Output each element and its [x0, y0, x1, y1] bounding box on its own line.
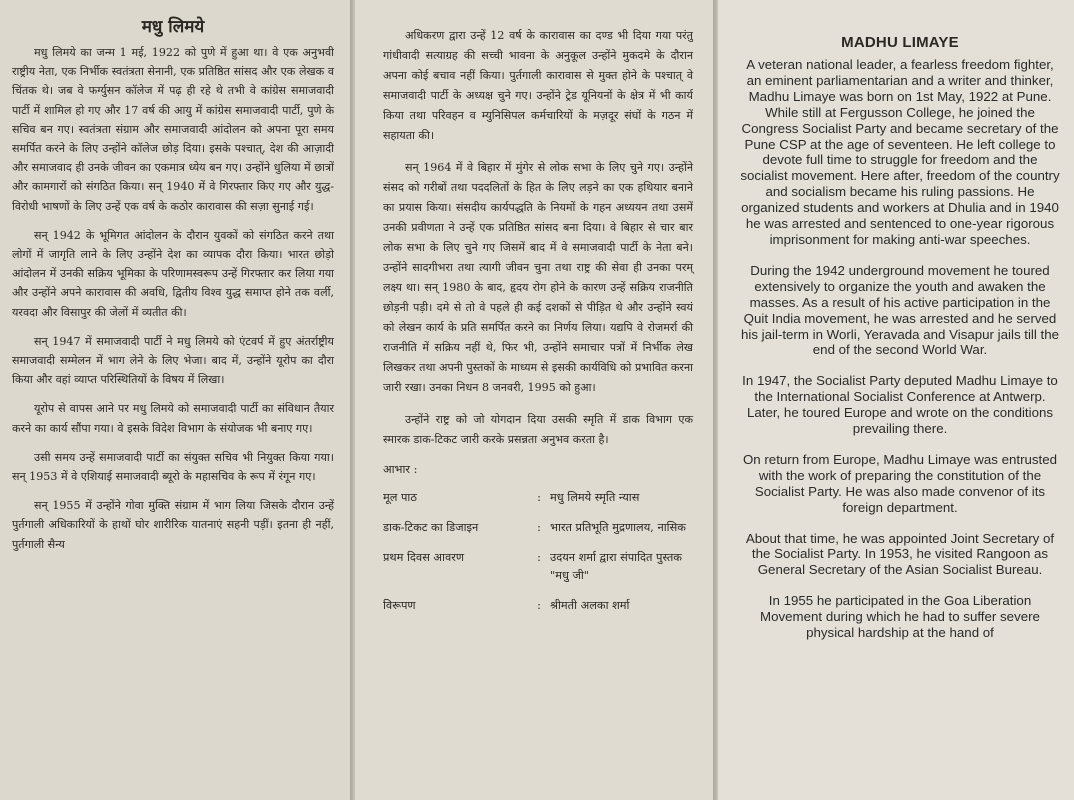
middle-panel	[355, 0, 713, 800]
english-panel	[718, 0, 1074, 800]
credit-row	[383, 597, 693, 615]
hindi-paragraph: उसी समय उन्हें समाजवादी पार्टी का संयुक्त सचिव भी नियुक्त किया गया। सन् 1953 में वे एशियाई समाजवादी ब्यूरो के महासचिव के रूप में रंगून गए।	[12, 450, 334, 484]
credit-row	[383, 519, 693, 537]
credit-row	[383, 489, 693, 507]
hindi-paragraph: मधु लिमये का जन्म 1 मई, 1922 को पुणे में हुआ था। वे एक अनुभवी राष्ट्रीय नेता, एक निर्भीक स्वतंत्रता सेनानी, एक प्रतिष्ठित सांसद और एक लेखक व चिंतक थे। जब वे फर्ग्युसन कॉलेज में पढ़ ही रहे थे तभी वे कांग्रेस समाजवादी पार्टी में शामिल हो गए और 17 वर्ष की आयु में कांग्रेस समाजवादी पार्टी, पुणे के सचिव बन गए। स्वतंत्रता संग्राम और समाजवादी आंदोलन को अपना पूरा समय समर्पित करने के लिए उन्होंने कॉलेज छोड़ दिया। इसके पश्चात्, देश की आज़ादी और समाजवाद ही उनके जीवन का एकमात्र ध्येय बन गए। उन्होंने धुलिया में छात्रों और कामगारों को संगठित किया। सन् 1940 में वे गिरफ्तार किए गए और युद्ध-विरोधी भाषणों के लिए उन्हें एक वर्ष के कठोर कारावास की सज़ा सुनाई गई।	[12, 46, 334, 213]
middle-paragraph: सन् 1964 में वे बिहार में मुंगेर से लोक सभा के लिए चुने गए। उन्होंने संसद को गरीबों तथा पददलितों के हित के लिए लड़ने का एक हथियार बनाने का प्रयास किया। संसदीय कार्यपद्धति के नियमों के गहन अध्ययन तथा उसमें उनकी प्रवीणता ने उन्हें एक प्रतिष्ठित सांसद बना दिया। वे बिहार से चार बार लोक सभा के लिए चुने गए जिसमें बाद में वे समाजवादी पार्टी के नेता बने। उन्होंने सादगीभरा तथा त्यागी जीवन चुना तथा राष्ट्र की सेवा ही उनका परम् लक्ष्य था। सन् 1980 के बाद, हृदय रोग होने के कारण उन्हें सक्रिय राजनीति छोड़नी पड़ी। दमे से तो वे पहले ही कई दशकों से पीड़ित थे और उन्होंने स्वयं को लेखन कार्य के प्रति समर्पित करने का निर्णय लिया। यद्यपि वे रोजमर्रा की राजनीति में सक्रिय नहीं थे, फिर भी, उन्होंने समाचार पत्रों में निर्भीक लेख लिखकर तथा अपनी पुस्तकों के माध्यम से इसकी कार्यविधि को प्रभावित करना जारी रखा। उनका निधन 8 जनवरी, 1995 को हुआ।	[383, 161, 693, 394]
credit-label: मूल पाठ	[383, 491, 417, 504]
credit-value: भारत प्रतिभूति मुद्रणालय, नासिक	[550, 521, 686, 534]
english-paragraph: During the 1942 underground movement he toured extensively to organize the youth and awaken the masses. As a result of his active participation in the Quit India movement, he was arrested and he served his jail-term in Worli, Yeravada and Visapur jails till the end of the second World War.	[740, 262, 1060, 358]
hindi-paragraph: सन् 1947 में समाजवादी पार्टी ने मधु लिमये को एंटवर्प में हुए अंतर्राष्ट्रीय समाजवादी सम्मेलन में भाग लेने के लिए भेजा। बाद में, उन्होंने यूरोप का दौरा किया और वहां व्याप्त परिस्थितियों के विषय में लिखा।	[12, 334, 334, 387]
english-title: MADHU LIMAYE	[841, 34, 959, 51]
hindi-paragraph: यूरोप से वापस आने पर मधु लिमये को समाजवादी पार्टी का संविधान तैयार करने का कार्य सौंपा गया। वे इसके विदेश विभाग के संयोजक भी बनाए गए।	[12, 402, 334, 435]
credit-colon: :	[537, 491, 541, 504]
middle-paragraph: उन्होंने राष्ट्र को जो योगदान दिया उसकी स्मृति में डाक विभाग एक स्मारक डाक-टिकट जारी करके प्रसन्नता अनुभव करता है।	[383, 413, 693, 446]
credit-label: विरूपण	[383, 599, 416, 612]
credit-label: डाक-टिकट का डिजाइन	[383, 521, 479, 534]
credit-value: उदयन शर्मा द्वारा संपादित पुस्तक "मधु जी"	[550, 551, 682, 582]
credit-label: प्रथम दिवस आवरण	[383, 551, 465, 564]
hindi-paragraph: सन् 1942 के भूमिगत आंदोलन के दौरान युवकों को संगठित करने तथा लोगों में जागृति लाने के लिए उन्होंने देश का व्यापक दौरा किया। भारत छोड़ो आंदोलन में उनकी सक्रिय भूमिका के परिणामस्वरूप उन्हें गिरफ्तार कर लिया गया और उन्होंने अपने कारावास की अवधि, द्वितीय विश्व युद्ध समाप्त होने तक वर्ली, यरवदा और विसापुर की जेलों में व्यतीत की।	[12, 228, 334, 319]
credit-row	[383, 549, 693, 585]
english-paragraph: On return from Europe, Madhu Limaye was entrusted with the work of preparing the constitution of the Socialist Party. He was also made convenor of its foreign department.	[742, 451, 1058, 515]
hindi-panel	[0, 0, 350, 800]
english-paragraph: In 1947, the Socialist Party deputed Madhu Limaye to the International Socialist Conference at Antwerp. Later, he toured Europe and wrote on the conditions prevailing there.	[742, 373, 1058, 437]
credit-colon: :	[537, 599, 541, 612]
acknowledgement-heading: आभार :	[383, 463, 418, 476]
english-paragraph: In 1955 he participated in the Goa Liberation Movement during which he had to suffer severe physical hardship at the hand of	[760, 593, 1040, 641]
acknowledgement-section	[383, 462, 693, 615]
english-paragraph: A veteran national leader, a fearless freedom fighter, an eminent parliamentarian and a writer and thinker, Madhu Limaye was born on 1st May, 1922 at Pune. While still at Fergusson College, he joined the Congress Socialist Party and became secretary of the Pune CSP at the age of seventeen. He left college to devote full time to struggle for freedom and the socialist movement. Here after, freedom of the country and socialism became his ruling passions. He organized students and workers at Dhulia and in 1940 he was arrested and sentenced to one-year rigorous imprisonment for making anti-war speeches.	[740, 57, 1060, 247]
hindi-title: मधु लिमये	[141, 17, 205, 37]
credit-colon: :	[537, 521, 541, 534]
credit-value: मधु लिमये स्मृति न्यास	[550, 491, 640, 504]
english-paragraph: About that time, he was appointed Joint Secretary of the Socialist Party. In 1953, he visited Rangoon as General Secretary of the Asian Socialist Bureau.	[745, 530, 1055, 578]
middle-paragraph: अधिकरण द्वारा उन्हें 12 वर्ष के कारावास का दण्ड भी दिया गया परंतु गांधीवादी सत्याग्रह की सच्ची भावना के अनुकूल उन्होंने मुकदमे के दौरान अपना कोई बचाव नहीं किया। पुर्तगाली कारावास से मुक्त होने के पश्चात् वे समाजवादी पार्टी के अध्यक्ष चुने गए। उन्होंने ट्रेड यूनियनों के क्षेत्र में भी कार्य किया तथा परिवहन व म्युनिसिपल कर्मचारियों के मज़दूर संघों के गठन में सहायता की।	[383, 29, 693, 142]
hindi-paragraph: सन् 1955 में उन्होंने गोवा मुक्ति संग्राम में भाग लिया जिसके दौरान उन्हें पुर्तगाली अधिकारियों के हाथों घोर शारीरिक यातनाएं सहनी पड़ीं। इतना ही नहीं, पुर्तगाली सैन्य	[12, 499, 334, 551]
credit-value: श्रीमती अलका शर्मा	[550, 599, 630, 612]
credit-colon: :	[537, 551, 541, 564]
